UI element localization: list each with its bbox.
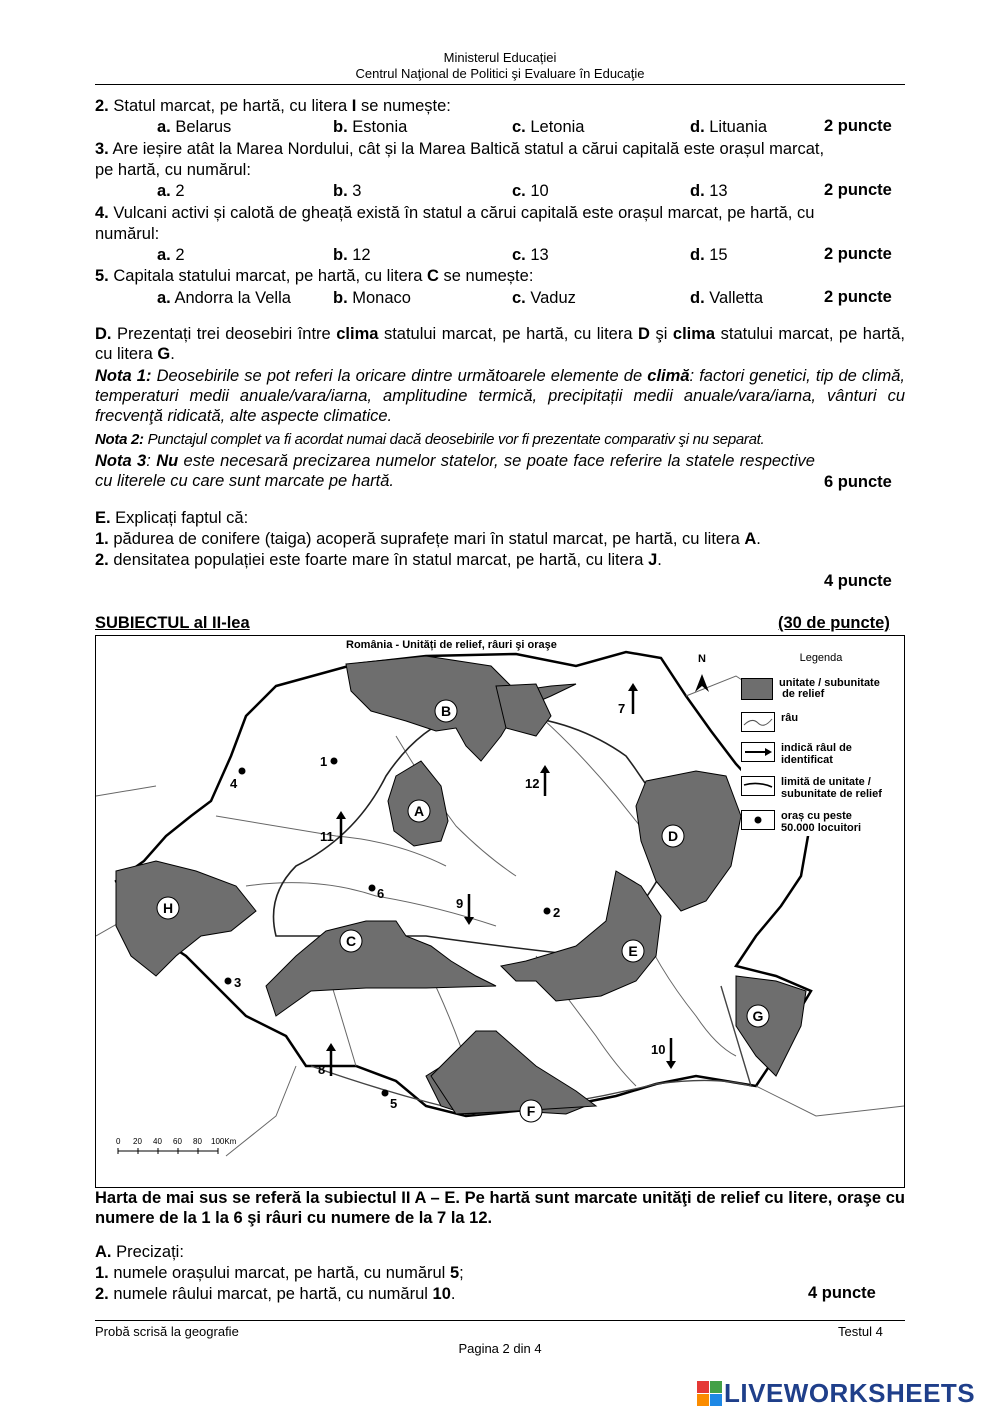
question-3-line1: 3. Are ieșire atât la Marea Nordului, cât și la Marea Baltică statul a cărui capitală este orașul marcat, xyxy=(95,140,825,158)
q2-option-b[interactable]: b. Estonia xyxy=(333,118,408,136)
legend-row: unitate / subunitate de relief xyxy=(741,678,901,704)
label-D: D xyxy=(667,828,679,844)
boundary-swatch-icon xyxy=(741,776,775,796)
svg-text:100Km: 100Km xyxy=(211,1137,237,1146)
q4-option-b[interactable]: b. 12 xyxy=(333,246,371,264)
q4-option-a[interactable]: a. 2 xyxy=(157,246,185,264)
section-a-points: 4 puncte xyxy=(808,1284,876,1302)
section-d-points: 6 puncte xyxy=(824,473,892,491)
river-7: 7 xyxy=(618,701,626,716)
svg-text:20: 20 xyxy=(133,1137,142,1146)
legend-row: oraș cu peste 50.000 locuitori xyxy=(741,810,901,836)
question-2: 2. Statul marcat, pe hartă, cu litera I se numește: xyxy=(95,97,451,115)
question-4-line2: numărul: xyxy=(95,225,160,243)
section-d-nota2: Nota 2: Punctajul complet va fi acordat numai dacă deosebirile vor fi prezentate comparativ şi nu separat. xyxy=(95,431,765,448)
label-F: F xyxy=(526,1103,536,1119)
q3-option-c[interactable]: c. 10 xyxy=(512,182,549,200)
city-3: 3 xyxy=(234,975,242,990)
relief-unit-swatch-icon xyxy=(741,678,773,700)
q2-option-c[interactable]: c. Letonia xyxy=(512,118,585,136)
city-dot-swatch-icon xyxy=(741,810,775,830)
q2-option-d[interactable]: d. Lituania xyxy=(690,118,768,136)
river-swatch-icon xyxy=(741,712,775,732)
liveworksheets-text: LIVEWORKSHEETS xyxy=(724,1378,976,1408)
section-e-item2: 2. densitatea populației este foarte mare în statul marcat, pe hartă, cu litera J. xyxy=(95,551,662,569)
question-3-line2: pe hartă, cu numărul: xyxy=(95,161,251,179)
river-10: 10 xyxy=(651,1042,666,1057)
header-ministry: Ministerul Educației xyxy=(443,50,557,65)
map-caption: Harta de mai sus se referă la subiectul II A – E. Pe hartă sunt marcate unităţi de relief cu litere, oraşe cu numere de la 1 la 6 şi râuri cu numere de la 7 la 12. xyxy=(95,1189,905,1227)
q4-option-d[interactable]: d. 15 xyxy=(690,246,728,264)
svg-text:40: 40 xyxy=(153,1137,162,1146)
river-11: 11 xyxy=(320,829,334,844)
legend-row: râu xyxy=(741,712,901,734)
section-d-nota1: Nota 1: Deosebirile se pot referi la oricare dintre următoarele elemente de climă: factori genetici, tip de climă, temperaturi medii anuale/vara/iarna, amplitudine termică, precipitații medii anuale/vara/iarna, vânturi cu frecvenţă ridicată, alte aspecte climatice. xyxy=(95,367,906,425)
city-4: 4 xyxy=(230,776,238,791)
q4-option-c[interactable]: c. 13 xyxy=(512,246,549,264)
north-label: N xyxy=(698,653,706,665)
q5-points: 2 puncte xyxy=(824,288,892,306)
footer-divider xyxy=(95,1320,905,1321)
svg-text:0: 0 xyxy=(116,1137,121,1146)
section-e-item1: 1. pădurea de conifere (taiga) acoperă suprafețe mari în statul marcat, pe hartă, cu litera A. xyxy=(95,530,761,548)
legend-title: Legenda xyxy=(799,652,843,664)
q5-option-c[interactable]: c. Vaduz xyxy=(512,289,576,307)
map-legend xyxy=(741,652,901,836)
arrow-swatch-icon xyxy=(741,742,775,762)
liveworksheets-brand[interactable] xyxy=(697,1378,975,1409)
svg-text:80: 80 xyxy=(193,1137,202,1146)
label-E: E xyxy=(628,943,638,959)
subiect-2-points: (30 de puncte) xyxy=(778,614,890,632)
question-4-line1: 4. Vulcani activi și calotă de gheață există în statul a cărui capitală este orașul marcat, pe hartă, cu xyxy=(95,204,815,222)
liveworksheets-logo-icon xyxy=(697,1381,722,1406)
scale-bar xyxy=(116,1137,237,1154)
q2-points: 2 puncte xyxy=(824,117,892,135)
q5-option-a[interactable]: a. Andorra la Vella xyxy=(157,289,291,307)
section-a-intro: A. Precizați: xyxy=(95,1243,184,1261)
footer-right: Testul 4 xyxy=(838,1324,883,1339)
section-a-item2: 2. numele râului marcat, pe hartă, cu numărul 10. xyxy=(95,1285,456,1303)
q4-points: 2 puncte xyxy=(824,245,892,263)
legend-row: limită de unitate / subunitate de relief xyxy=(741,776,901,802)
city-1: 1 xyxy=(320,754,328,769)
q3-option-b[interactable]: b. 3 xyxy=(333,182,362,200)
label-C: C xyxy=(345,933,357,949)
city-5: 5 xyxy=(390,1096,398,1111)
label-G: G xyxy=(752,1008,764,1024)
footer-page: Pagina 2 din 4 xyxy=(458,1341,542,1356)
city-2: 2 xyxy=(553,905,561,920)
footer-left: Probă scrisă la geografie xyxy=(95,1324,239,1339)
subiect-2-title: SUBIECTUL al II-lea xyxy=(95,614,250,632)
river-12: 12 xyxy=(525,776,540,791)
label-A: A xyxy=(413,803,425,819)
section-d-nota3: Nota 3: Nu este necesară precizarea numelor statelor, se poate face referire la statele respective cu literele cu care sunt marcate pe hartă. xyxy=(95,452,815,490)
q3-option-d[interactable]: d. 13 xyxy=(690,182,728,200)
label-H: H xyxy=(162,900,174,916)
section-e-intro: E. Explicați faptul că: xyxy=(95,509,249,527)
section-a-item1: 1. numele orașului marcat, pe hartă, cu numărul 5; xyxy=(95,1264,464,1282)
river-9: 9 xyxy=(456,896,464,911)
legend-row: indică râul de identificat xyxy=(741,742,901,768)
q3-points: 2 puncte xyxy=(824,181,892,199)
header-center: Centrul Naţional de Politici şi Evaluare în Educaţie xyxy=(355,66,645,81)
q3-option-a[interactable]: a. 2 xyxy=(157,182,185,200)
q5-option-b[interactable]: b. Monaco xyxy=(333,289,411,307)
header-divider xyxy=(95,84,905,85)
label-B: B xyxy=(440,703,452,719)
section-d-question: D. Prezentați trei deosebiri între clima statului marcat, pe hartă, cu litera D şi clima statului marcat, pe hartă, cu litera G. xyxy=(95,325,905,363)
romania-map xyxy=(95,635,905,1188)
question-5: 5. Capitala statului marcat, pe hartă, cu litera C se numește: xyxy=(95,267,534,285)
svg-text:60: 60 xyxy=(173,1137,182,1146)
q5-option-d[interactable]: d. Valletta xyxy=(690,289,764,307)
river-8: 8 xyxy=(318,1062,326,1077)
map-title: România - Unități de relief, râuri şi oraşe xyxy=(346,639,557,651)
city-6: 6 xyxy=(377,886,385,901)
q2-option-a[interactable]: a. Belarus xyxy=(157,118,232,136)
section-e-points: 4 puncte xyxy=(824,572,892,590)
